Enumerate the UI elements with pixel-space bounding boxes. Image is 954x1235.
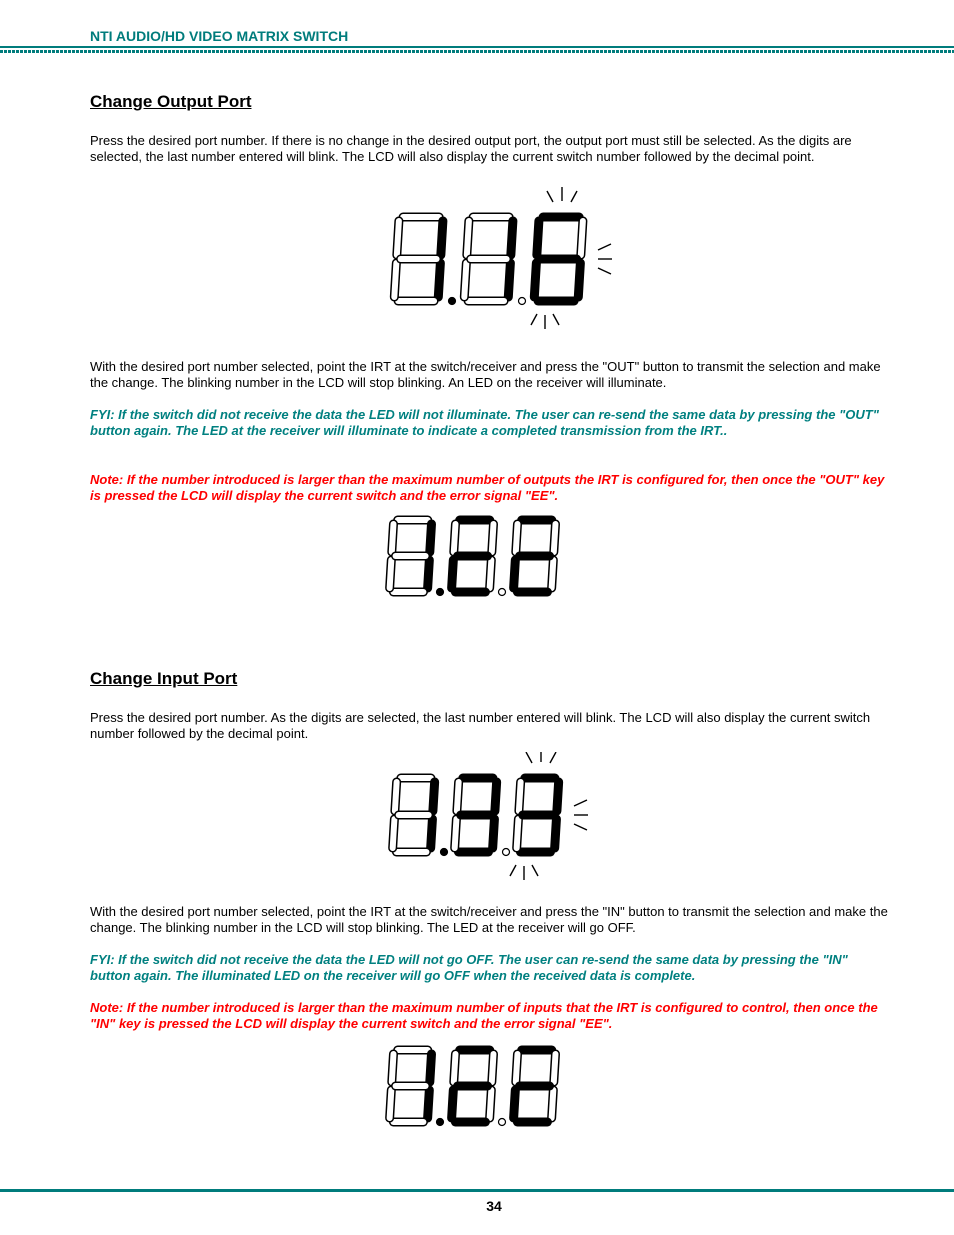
footer-rule <box>0 1189 954 1192</box>
lcd-output-select <box>380 185 640 335</box>
header-rule <box>0 46 954 54</box>
output-fyi: FYI: If the switch did not receive the data the LED will not illuminate. The user can re-send the same data by pressing the "OUT" button again. The LED at the receiver will illuminate to indicate a completed transmission from the IRT.. <box>90 407 879 438</box>
section-heading-output: Change Output Port <box>90 92 252 111</box>
output-note: Note: If the number introduced is larger than the maximum number of outputs the IRT is configured for, then once the "OUT" key is pressed the LCD will display the current switch and the error signal "EE". <box>90 472 885 503</box>
input-note: Note: If the number introduced is larger than the maximum number of inputs that the IRT is configured to control, then once the "IN" key is pressed the LCD will display the current switch and the error signal "EE". <box>90 1000 878 1031</box>
input-fyi: FYI: If the switch did not receive the data the LED will not go OFF. The user can re-send the same data by pressing the "IN" button again. The illuminated LED on the receiver will go OFF when the received data is complete. <box>90 952 848 983</box>
lcd-output-error <box>380 510 580 605</box>
output-action: With the desired port number selected, point the IRT at the switch/receiver and press the "OUT" button to transmit the selection and make the change. The blinking number in the LCD will stop blinking. An LED on the receiver will illuminate. <box>90 359 881 390</box>
input-action: With the desired port number selected, point the IRT at the switch/receiver and press the "IN" button to transmit the selection and make the change. The blinking number in the LCD will stop blinking. The LED at the receiver will go OFF. <box>90 904 888 935</box>
lcd-input-select <box>380 752 600 882</box>
header-title: NTI AUDIO/HD VIDEO MATRIX SWITCH <box>90 28 349 44</box>
input-intro: Press the desired port number. As the digits are selected, the last number entered will blink. The LCD will also display the current switch number followed by the decimal point. <box>90 710 871 741</box>
output-intro: Press the desired port number. If there is no change in the desired output port, the output port must still be selected. As the digits are selected, the last number entered will blink. The LCD will also display the current switch number followed by the decimal point. <box>90 133 852 164</box>
section-heading-input: Change Input Port <box>90 669 238 688</box>
page-number: 34 <box>486 1198 502 1214</box>
lcd-input-error <box>380 1040 580 1135</box>
